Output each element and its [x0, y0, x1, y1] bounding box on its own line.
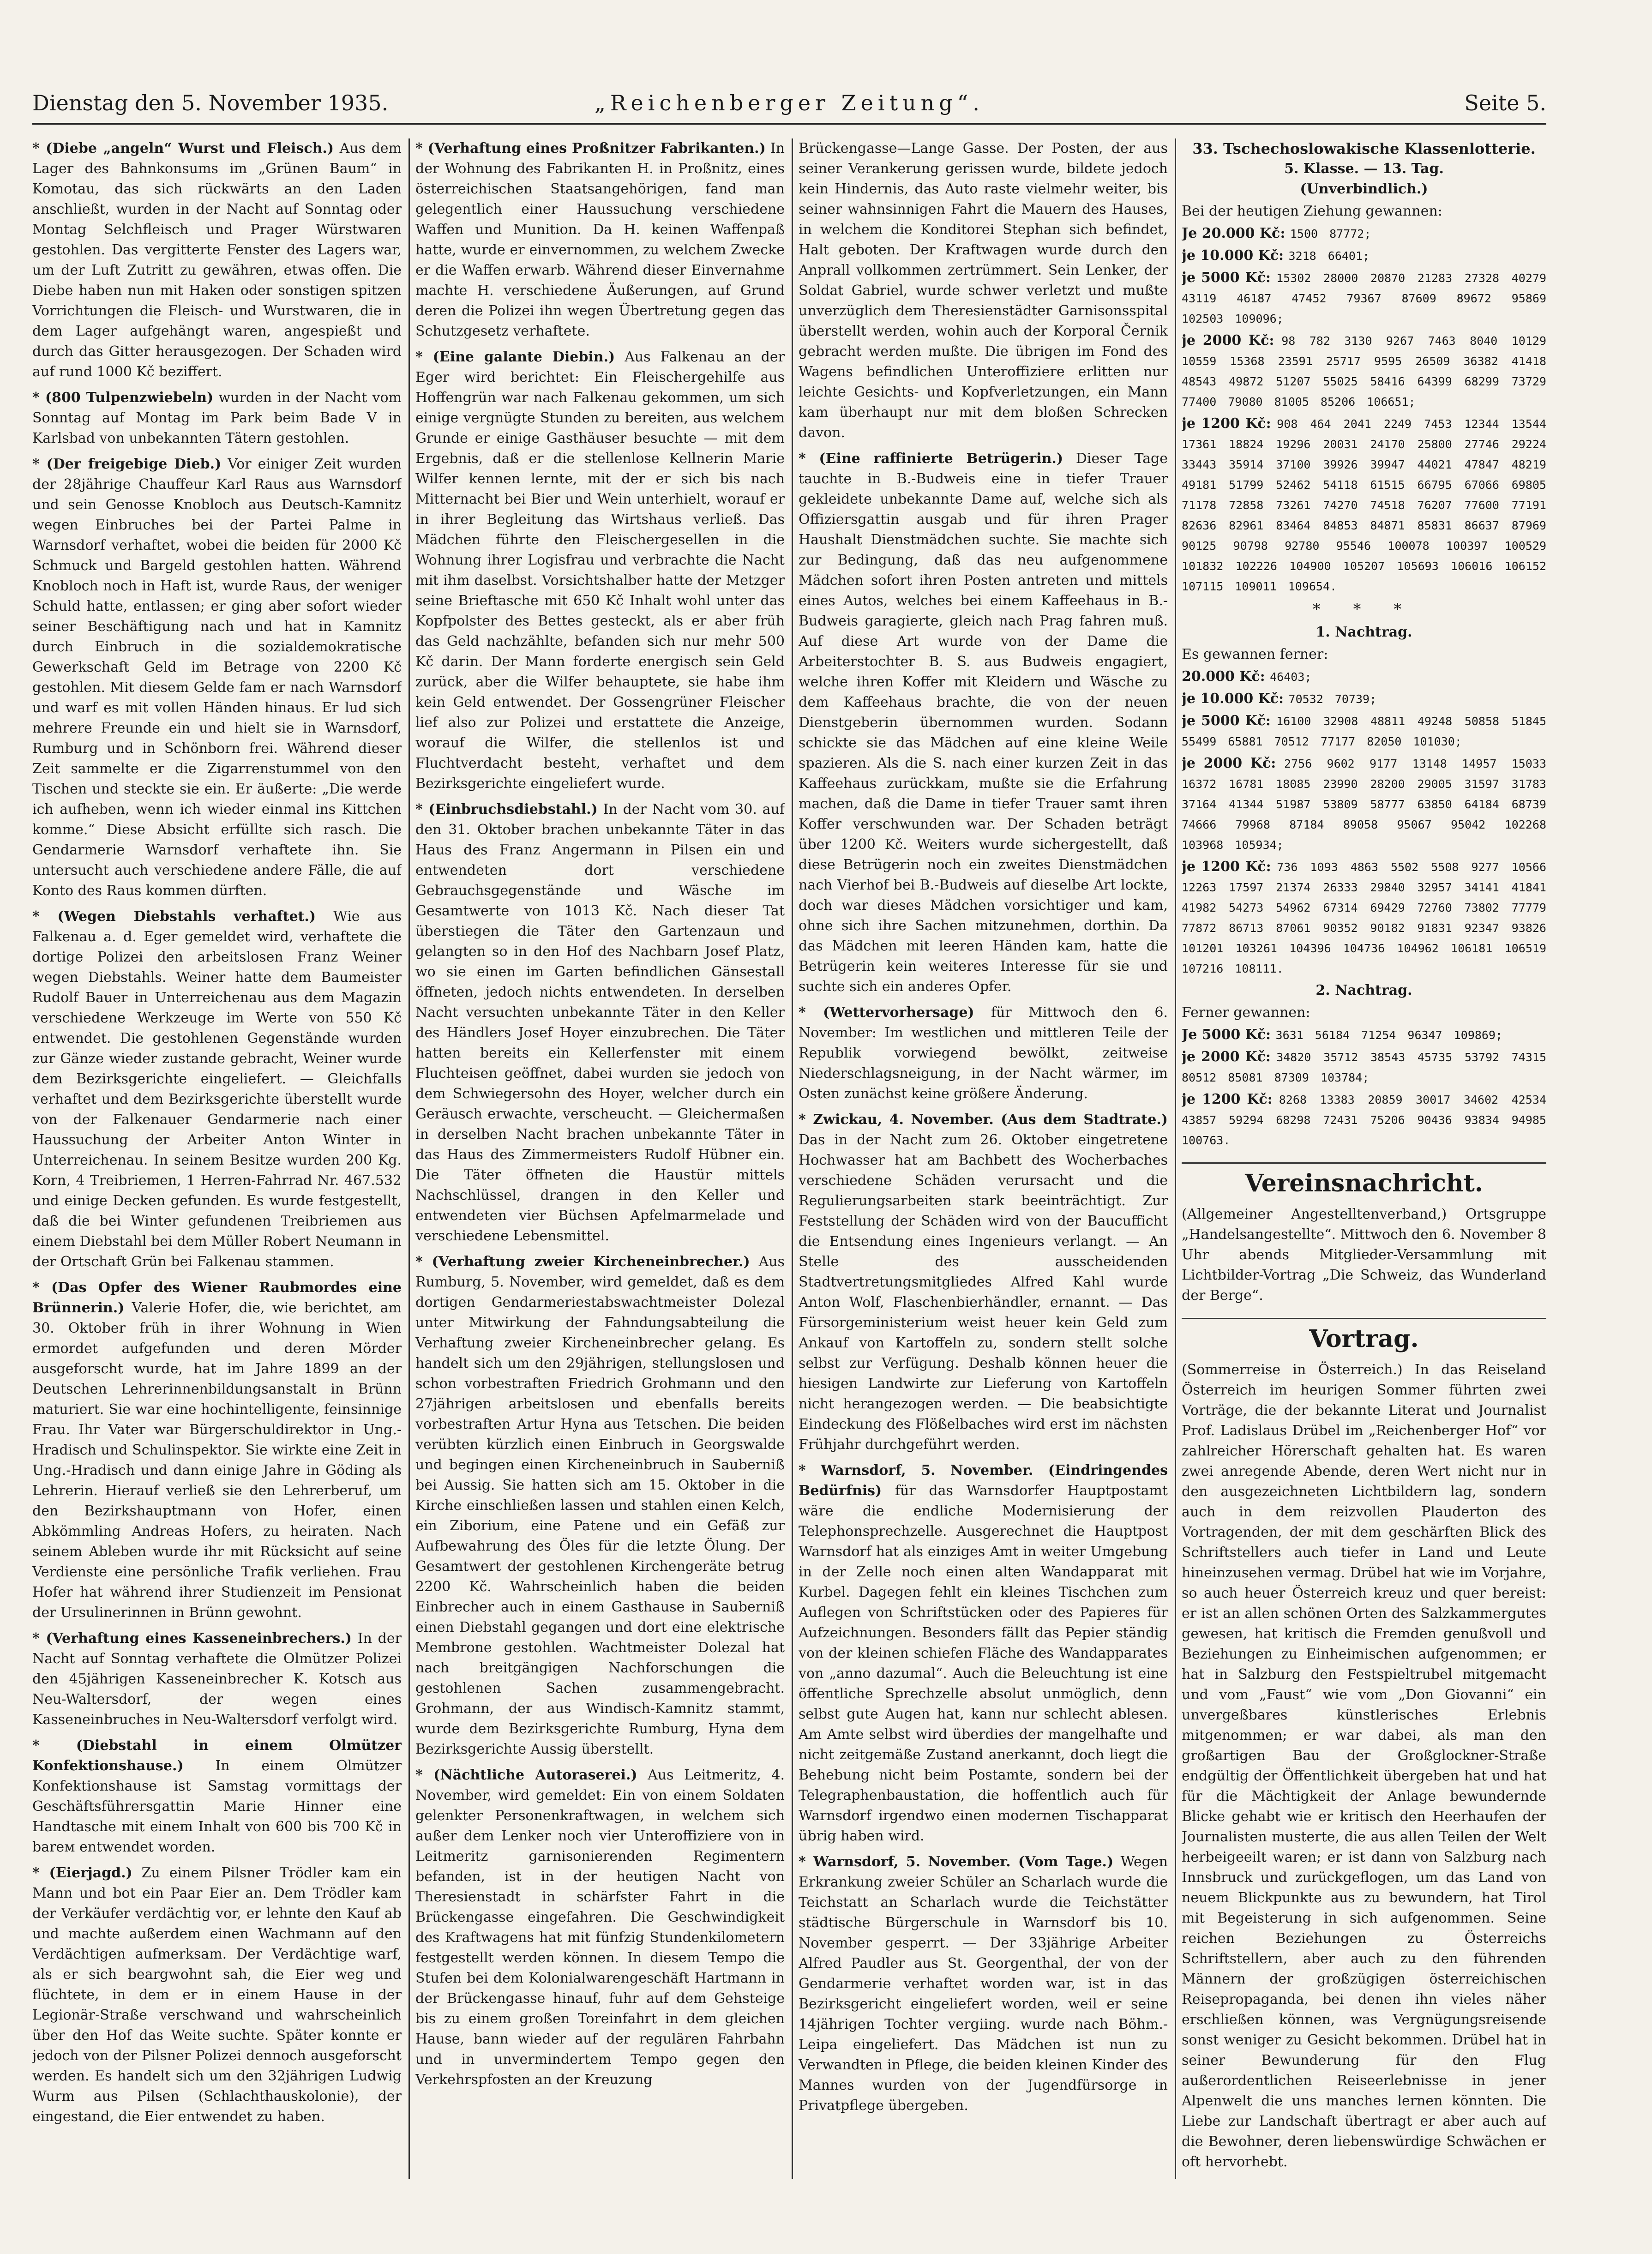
winning-numbers: 15302 28000 20870 21283 27328 40279 43119 46187 47452 79367 87609 89672 95869 102503 109096;: [1182, 271, 1546, 325]
lottery-line: [1182, 268, 1546, 329]
article: [415, 138, 785, 342]
article-headline: * (800 Tulpenzwiebeln): [32, 390, 214, 406]
supplement-2-title: 2. Nachtrag.: [1316, 982, 1412, 998]
article-body: Dieser Tage tauchte in B.-Budweis eine in tiefer Trauer gekleidete unbekannte Dame auf, welche sich als Offiziersgattin ausgab und für ihren Prager Haushalt Dienstmädchen suchte. Sie machte sich zur Bedingung, daß das neu aufgenommene Mädchen sofort ihren Posten antreten und mittels eines Autos, welches bei einem Kaffeehaus in B.-Budweis garagierte, gleich nach Prag fahren muß. Auf diese Art wurde von der Dame die Arbeiterstochter B. S. aus Budweis engagiert, welche ihren Koffer mit Kleidern und Wäsche zu dem Kaffeehaus brachte, die von der neuen Dienstgeberin übernommen wurden. Sodann schickte sie das Mädchen auf eine kleine Weile spazieren. Als die S. nach einer kurzen Zeit in das Kaffeehaus zurückkam, mußte sie die Erfahrung machen, daß die Dame in tiefer Trauer samt ihren Koffer verschwunden war. Der Schaden beträgt über 1200 Kč. Weiters wurde sichergestellt, daß diese Betrügerin noch ein zweites Dienstmädchen nach Vierhof bei B.-Budweis auf dieselbe Art lockte, doch war dieses Mädchen vorsichtiger und kam, ohne sich ihre Sachen mitzunehmen, dorthin. Da das Mädchen mit leeren Händen kam, hatte die Betrügerin kein weiteres Interesse für sie und suchte sich ein anderes Opfer.: [799, 451, 1168, 995]
column-divider: [408, 138, 410, 2179]
article-headline: * (Der freigebige Dieb.): [32, 456, 222, 472]
article: [799, 449, 1168, 997]
article-body: Das in der Nacht zum 26. Oktober eingetretene Hochwasser hat am Bachbett des Wocherbaches verschiedene Schäden verursacht und die Regulierungsarbeiten stark beeinträchtigt. Zur Feststellung der Schäden wird von der Baucufficht die Entsendung eines Ingenieurs verlangt. — An Stelle des ausscheidenden Stadtvertretungsmitgliedes Alfred Kahl wurde Anton Wolf, Flaschenbierhändler, ernannt. — Das Fürsorgeministerium weist heuer kein Geld zum Ankauf von Kartoffeln zu, sondern stellt solche selbst zur Verfügung. Deshalb können heuer die hiesigen Landwirte zur Lieferung von Kartoffeln nicht herangezogen werden. — Die beabsichtigte Eindeckung des Flößelbaches wird erst im nächsten Frühjahr durchgeführt werden.: [799, 1132, 1168, 1453]
article: [32, 1278, 402, 1623]
article-body: Aus Falkenau an der Eger wird berichtet: Ein Fleischergehilfe aus Hoffengrün war nach Falkenau gekommen, um sich einige vergnügte Stunden zu bereiten, aus welchem Grunde er einige Gasthäuser besuchte — mit dem Ergebnis, daß er die stellenlose Kellnerin Marie Wilfer kennen lernte, mit der er sich bis nach Mitternacht bei Bier und Wein unterhielt, worauf er in ihrer Begleitung das Wirtshaus verließ. Das Mädchen führte den Fleischergesellen in die Wohnung ihrer Logisfrau und verbrachte die Nacht mit ihm daselbst. Vorsichtshalber hatte der Metzger seine Brieftasche mit 650 Kč Inhalt wohl unter das Kopfpolster des Bettes gesteckt, als er aber früh das Geld nachzählte, befanden sich nur mehr 500 Kč darin. Der Mann forderte energisch sein Geld zurück, aber die Wilfer behauptete, sie habe ihm kein Geld entwendet. Der Gossengrüner Fleischer lief also zur Polizei und erstattete die Anzeige, worauf die Wilfer, die stellenlos ist und Fluchtverdacht besteht, verhaftet und dem Bezirksgerichte eingeliefert wurde.: [415, 349, 785, 792]
article-headline: * (Verhaftung zweier Kircheneinbrecher.): [415, 1254, 750, 1270]
article-headline: * (Verhaftung eines Kasseneinbrechers.): [32, 1630, 352, 1647]
article-headline: * (Verhaftung eines Proßnitzer Fabrikanten.): [415, 140, 766, 156]
article: [415, 347, 785, 794]
column-divider: [1175, 138, 1176, 2179]
article-body: Valerie Hofer, die, wie berichtet, am 30. Oktober früh in ihrer Wohnung in Wien ermordet aufgefunden und deren Mörder ausgeforscht wurde, hat im Jahre 1899 an der Deutschen Lehrerinnenbildungsanstalt in Brünn maturiert. Sie war eine hochintelligente, feinsinnige Frau. Ihr Vater war Bürgerschuldirektor in Ung.-Hradisch und Schulinspektor. Sie wirkte eine Zeit in Ung.-Hradisch und dann einige Jahre in Göding als Lehrerin. Hierauf verließ sie den Lehrerberuf, um den Bezirkshauptmann von Hofer, einen Abkömmling Andreas Hofers, zu heiraten. Nach seinem Ableben wurde ihr mit Rücksicht auf seine Verdienste eine persönliche Trafik verliehen. Frau Hofer hat während ihrer Studienzeit im Pensionat der Ursulinerinnen in Brünn gewohnt.: [32, 1300, 402, 1621]
newspaper-name: „Reichenberger Zeitung“.: [595, 90, 984, 115]
article-headline: * (Diebe „angeln“ Wurst und Fleisch.): [32, 140, 334, 156]
verein-title: Vereinsnachricht.: [1182, 1162, 1546, 1200]
lottery-line: [1182, 223, 1546, 244]
article-headline: * (Diebstahl in einem Olmützer Konfektionshause.): [32, 1737, 402, 1774]
winning-numbers: 3631 56184 71254 96347 109869;: [1275, 1028, 1503, 1042]
lottery-line: [1182, 246, 1546, 266]
winning-numbers: 16100 32908 48811 49248 50858 51845 55499 65881 70512 77177 82050 101030;: [1182, 715, 1546, 748]
article: [415, 1765, 785, 2090]
article-body: Brückengasse—Lange Gasse. Der Posten, der aus seiner Verankerung gerissen wurde, bildete jedoch kein Hindernis, das Auto raste vielmehr weiter, bis seiner wahnsinnigen Fahrt die Mauern des Hauses, in welchem die Konditorei Stephan sich befindet, Halt geboten. Der Kraftwagen wurde durch den Anprall vollkommen zertrümmert. Sein Lenker, der Soldat Gabriel, wurde schwer verletzt und mußte unverzüglich dem Theresienstädter Garnisonsspital überstellt werden, wohin auch der Korporal Černik gebracht werden mußte. Die übrigen im Fond des Wagens befindlichen Unteroffiziere erlitten nur leichte Gesichts- und Kopfverletzungen, ein Mann kam überhaupt nur mit dem bloßen Schrecken davon.: [799, 140, 1168, 441]
winning-numbers: 2756 9602 9177 13148 14957 15033 16372 16781 18085 23990 28200 29005 31597 31783 37164 41344 51987 53809 58777 63850 64184 68739 74666 79968 87184 89058 95067 95042 102268 103968 105934;: [1182, 757, 1546, 852]
winning-numbers: 46403;: [1270, 670, 1312, 684]
prize-label: je 2000 Kč:: [1182, 1049, 1277, 1065]
supplement-2-results: [1182, 1025, 1546, 1150]
article: [415, 799, 785, 1246]
lottery-line: [1182, 667, 1546, 687]
article-headline: * Warnsdorf, 5. November. (Vom Tage.): [799, 1854, 1114, 1870]
article: [799, 1852, 1168, 2116]
article-headline: * (Wettervorhersage): [799, 1004, 974, 1021]
column-4: [1182, 138, 1546, 2188]
winning-numbers: 70532 70739;: [1288, 692, 1377, 706]
prize-label: je 2000 Kč:: [1182, 332, 1282, 349]
article-body: Vor einiger Zeit wurden der 28jährige Chauffeur Karl Raus aus Warnsdorf und sein Genosse Knobloch aus Deutsch-Kamnitz wegen Einbruches bei der Partei Palme in Warnsdorf verhaftet, wobei die beiden für 2000 Kč Schmuck und Bargeld gestohlen hatten. Während Knobloch noch in Haft ist, wurde Raus, der weniger Schuld hatte, entlassen; er ging aber sofort wieder seiner Beschäftigung nach und hat in Kamnitz durch Einbruch in die sozialdemokratische Gewerkschaft Geld im Betrage von 2200 Kč gestohlen. Mit diesem Gelde fam er nach Warnsdorf und warf es mit vollen Händen hinaus. Er lud sich mehrere Freunde ein und hielt sie in Warnsdorf, Rumburg und in Schönborn frei. Während dieser Zeit sammelte er die Zigarrenstummel von den Tischen und steckte sie ein. Er äußerte: „Die werde ich aufheben, wenn ich wieder einmal ins Kittchen komme.“ Diese Absicht erfüllte sich rasch. Die Gendarmerie Warnsdorf verhaftete ihn. Sie untersucht auch verschiedene andere Fälle, die auf Konto des Raus kommen dürften.: [32, 456, 402, 899]
column-1: [32, 138, 402, 2188]
article-body: Aus dem Lager des Bahnkonsums im „Grünen Baum“ in Komotau, das sich rückwärts an den Laden anschließt, wurden in der Nacht auf Sonntag oder Montag Selchfleisch und Prager Würstwaren gestohlen. Das vergitterte Fenster des Lagers war, um der Luft Zutritt zu gewähren, etwas offen. Die Diebe haben nun mit Haken oder sonstigen spitzen Vorrichtungen die Fleisch- und Wurstwaren, die in dem Lager aufgehängt waren, angespießt und durch das Gitter herausgezogen. Der Schaden wird auf rund 1000 Kč beziffert.: [32, 140, 402, 380]
article-body: Aus Leitmeritz, 4. November, wird gemeldet: Ein von einem Soldaten gelenkter Personenkraftwagen, in welchem sich außer dem Lenker noch vier Unteroffiziere von in Leitmeritz garnisonierenden Regimentern befanden, ist in der heutigen Nacht von Theresienstadt in schärfster Fahrt in die Brückengasse eingefahren. Die Geschwindigkeit des Kraftwagens hat mit fünfzig Stundenkilometern festgestellt werden können. In diesem Tempo die Stufen bei dem Kolonialwarengeschäft Hartmann in der Brückengasse hinauf, fuhr auf dem Gehsteige bis zu einem großen Toreinfahrt in dem gleichen Hause, bann wieder auf der regulären Fahrbahn und in unvermindertem Tempo gegen den Verkehrspfosten an der Kreuzung: [415, 1767, 785, 2088]
page-header: [32, 88, 1546, 125]
lottery-line: [1182, 1089, 1546, 1150]
article-body: für Mittwoch den 6. November: Im westlichen und mittleren Teile der Republik vorwiegend bewölkt, zeitweise Niederschlagsneigung, in der Nacht wärmer, im Osten zunächst keine größere Änderung.: [799, 1004, 1168, 1102]
lottery-results: [1182, 223, 1546, 596]
supplement-1-results: [1182, 667, 1546, 979]
article-body: Wie aus Falkenau a. d. Eger gemeldet wird, verhaftete die dortige Polizei den arbeitslosen Franz Weiner wegen Diebstahls. Weiner hatte dem Baumeister Rudolf Bauer in Unterreichenau aus dem Magazin verschiedene Werkzeuge im Werte von 550 Kč entwendet. Die gestohlenen Gegenstände wurden zur Gänze wieder zustande gebracht, Weiner wurde dem Bezirksgerichte eingeliefert. — Gleichfalls verhaftet und dem Bezirksgerichte überstellt wurde von der Falkenauer Gendarmerie nach einer Haussuchung der Arbeiter Anton Winter in Unterreichenau. In seinem Besitze wurden 200 Kg. Korn, 4 Treibriemen, 1 Herren-Fahrrad Nr. 467.532 und einige Decken gefunden. Es wurde festgestellt, daß die bei Winter gefundenen Treibriemen aus einem Diebstahl bei dem Müller Robert Neumann in der Ortschaft Grün bei Falkenau stammen.: [32, 908, 402, 1270]
lottery-line: [1182, 1047, 1546, 1088]
article-headline: * (Nächtliche Autoraserei.): [415, 1767, 637, 1783]
supplement-1-intro: Es gewannen ferner:: [1182, 646, 1328, 662]
lottery-line: [1182, 331, 1546, 412]
lottery-class: 5. Klasse. — 13. Tag.: [1284, 161, 1444, 177]
article: [799, 1110, 1168, 1455]
lottery-line: [1182, 857, 1546, 979]
article-headline: * (Einbruchsdiebstahl.): [415, 801, 598, 817]
article: [799, 138, 1168, 443]
column-3: [799, 138, 1168, 2188]
winning-numbers: 1500 87772;: [1290, 227, 1371, 240]
prize-label: je 1200 Kč:: [1182, 1091, 1279, 1107]
winning-numbers: 736 1093 4863 5502 5508 9277 10566 12263 17597 21374 26333 29840 32957 34141 41841 41982 54273 54962 67314 69429 72760 73802 77779 77872 86713 87061 90352 90182 91831 92347 93826 101201 103261 104396 104736 104962 106181 106519 107216 108111.: [1182, 860, 1546, 975]
article: [32, 1863, 402, 2127]
supplement-2-intro: Ferner gewannen:: [1182, 1004, 1310, 1021]
lottery-intro: Bei der heutigen Ziehung gewannen:: [1182, 203, 1442, 219]
lottery-note: (Unverbindlich.): [1300, 181, 1428, 197]
article: [32, 1736, 402, 1857]
article-body: Zu einem Pilsner Trödler kam ein Mann und bot ein Paar Eier an. Dem Trödler kam der Verkäufer verdächtig vor, er lehnte den Kauf ab und machte außerdem einen Wachmann auf den Verdächtigen aufmerksam. Der Verdächtige warf, als er sich beargwohnt sah, die Eier weg und flüchtete, in dem er in einem Hause in der Legionär-Straße verschwand und wahrscheinlich über den Hof das Weite suchte. Später konnte er jedoch von der Pilsner Polizei dennoch ausgeforscht werden. Es handelt sich um den 32jährigen Ludwig Wurm aus Pilsen (Schlachthauskolonie), der eingestand, die Eier entwendet zu haben.: [32, 1865, 402, 2125]
article: [32, 388, 402, 449]
lottery-line: [1182, 753, 1546, 855]
section-separator: * * *: [1312, 600, 1416, 619]
verein-text: (Allgemeiner Angestelltenverband,) Ortsgruppe „Handelsangestellte“. Mittwoch den 6. November 8 Uhr abends Mitglieder-Versammlung mit Lichtbilder-Vortrag „Die Schweiz, das Wunderland der Berge“.: [1182, 1206, 1546, 1304]
winning-numbers: 34820 35712 38543 45735 53792 74315 80512 85081 87309 103784;: [1182, 1051, 1546, 1084]
issue-date: Dienstag den 5. November 1935.: [32, 90, 389, 115]
prize-label: je 5000 Kč:: [1182, 713, 1277, 729]
prize-label: je 1200 Kč:: [1182, 415, 1277, 432]
article-body: wurden in der Nacht vom Sonntag auf Montag im Park beim Bade V in Karlsbad von unbekannten Tätern gestohlen.: [32, 390, 402, 446]
article: [32, 907, 402, 1272]
winning-numbers: 3218 66401;: [1288, 249, 1370, 263]
article-headline: * (Wegen Diebstahls verhaftet.): [32, 908, 316, 925]
lottery-title: 33. Tschechoslowakische Klassenlotterie.: [1192, 140, 1536, 157]
winning-numbers: 8268 13383 20859 30017 34602 42534 43857 59294 68298 72431 75206 90436 93834 94985 100763.: [1182, 1093, 1546, 1147]
prize-label: je 1200 Kč:: [1182, 859, 1277, 875]
article-body: Wegen Erkrankung zweier Schüler an Scharlach wurde die Teichstatt an Scharlach wurde die Teichstätter städtische Bürgerschule in Warnsdorf bis 10. November gesperrt. — Der 33jährige Arbeiter Alfred Paudler aus St. Georgenthal, der von der Gendarmerie verhaftet worden war, ist in das Bezirksgericht eingeliefert worden, weil er seine 14jährigen Tochter vergiing. wurde nach Böhm.-Leipa eingeliefert. Das Mädchen ist nun zu Verwandten in Pflege, die beiden kleinen Kinder des Mannes wurden von der Jugendfürsorge in Privatpflege übergeben.: [799, 1854, 1168, 2114]
article: [799, 1461, 1168, 1846]
article-headline: * (Eine raffinierte Betrügerin.): [799, 451, 1063, 467]
article-body: In einem Olmützer Konfektionshause ist Samstag vormittags der Geschäftsführersgattin Marie Hinner eine Handtasche mit einem Inhalt von 600 bis 700 Kč in bareм entwendet worden.: [32, 1758, 402, 1855]
article-headline: * (Eierjagd.): [32, 1865, 132, 1881]
article: [799, 1003, 1168, 1104]
prize-label: Je 20.000 Kč:: [1182, 225, 1290, 241]
article: [32, 454, 402, 901]
article-headline: * Warnsdorf, 5. November. (Eindringendes Bedürfnis): [799, 1462, 1168, 1499]
winning-numbers: 908 464 2041 2249 7453 12344 13544 17361 18824 19296 20031 24170 25800 27746 29224 33443 35914 37100 39926 39947 44021 47847 48219 49181 51799 52462 54118 61515 66795 67066 69805 71178 72858 73261 74270 74518 76207 77600 77191 82636 82961 83464 84853 84871 85831 86637 87969 90125 90798 92780 95546 100078 100397 100529 101832 102226 104900 105207 105693 106016 106152 107115 109011 109654.: [1182, 417, 1546, 593]
vortrag-title: Vortrag.: [1182, 1318, 1546, 1355]
newspaper-page: [32, 88, 1546, 2193]
article-body: für das Warnsdorfer Hauptpostamt wäre die endliche Modernisierung der Telephonsprechzelle. Ausgerechnet die Hauptpost Warnsdorf hat als einziges Amt in weiter Umgebung in der Zelle noch einen alten Wandapparat mit Kurbel. Dagegen fehlt ein kleines Tischchen zum Auflegen von Schriftstücken oder des Papieres für Aufzeichnungen. Besonders fällt das Pepier ständig von der kleinen schiefen Fläche des Wandapparates von „anno dazumal“. Auch die Beleuchtung ist eine öffentliche Sprechzelle absolut unmöglich, denn selbst gute Augen hat, kann nur schlecht ablesen. Am Amte selbst wird überdies der mangelhafte und nicht zeitgemäße Zustand anerkannt, doch liegt die Behebung nicht beim Postamte, sondern bei der Telegraphenbaustation, die hoffentlich auch für Warnsdorf irgendwo einen modernen Tischapparat übrig haben wird.: [799, 1483, 1168, 1844]
winning-numbers: 98 782 3130 9267 7463 8040 10129 10559 15368 23591 25717 9595 26509 36382 41418 48543 49872 51207 55025 58416 64399 68299 73729 77400 79080 81005 85206 106651;: [1182, 334, 1546, 409]
article: [32, 138, 402, 382]
vortrag-text: (Sommerreise in Österreich.) In das Reiseland Österreich im heurigen Sommer führten zwei Vorträge, die der bekannte Literat und Journalist Prof. Ladislaus Drübel im „Reichenberger Hof“ vor zahlreicher Hörerschaft gehalten hat. Es waren zwei anregende Abende, deren Wert nicht nur in den ausgezeichneten Lichtbildern lag, sondern auch in dem reizvollen Plauderton des Vortragenden, der mit dem geschärften Blick des Schriftstellers auch tiefer in Land und Leute hineinzusehen vermag. Drübel hat wie im Vorjahre, so auch heuer Österreich kreuz und quer bereist: er ist an allen schönen Orten des Salzkammergutes gewesen, hat kritisch die Fremden genußvoll und Beziehungen zu Einheimischen aufgenommen; er hat in Salzburg den Festspieltrubel mitgemacht und vom „Faust“ wie vom „Don Giovanni“ ein unvergeßbares künstlerisches Erlebnis mitgenommen; er war dabei, als man den großartigen Bau der Großglockner-Straße endgültig der Öffentlichkeit übergeben hat und hat für die Mächtigkeit der Anlage bewundernde Blicke gehabt wie er kritisch den Heerhaufen der Journalisten musterte, die aus allen Teilen der Welt herbeigeeilt waren; er ist dann von Salzburg nach Innsbruck und zurückgeflogen, um das Land von neuem Blickpunkte aus zu bewundern, hat Tirol mit Begeisterung in sich aufgenommen. Seine reichen Beziehungen zu Österreichs Schriftstellern, aber auch zu den führenden Männern der großzügigen österreichischen Reisepropaganda, bei denen ihn vieles näher erschließen können, was Vergnügungsreisende sonst weniger zu Gesicht bekommen. Drübel hat in seiner Bewunderung für den Flug außerordentlichen Reiseerlebnisse in jener Alpenwelt die uns manches lernen könnten. Die Liebe zur Landschaft übertragt er aber auch auf die Bewohner, deren liebenswürdige Schwächen er oft hervorhebt.: [1182, 1362, 1546, 2170]
article-headline: * Zwickau, 4. November. (Aus dem Stadtrate.): [799, 1112, 1168, 1128]
prize-label: je 10.000 Kč:: [1182, 247, 1289, 264]
article-headline: * (Eine galante Diebin.): [415, 349, 615, 365]
prize-label: je 10.000 Kč:: [1182, 691, 1289, 707]
article: [415, 1252, 785, 1760]
prize-label: 20.000 Kč:: [1182, 668, 1270, 685]
column-2: [415, 138, 785, 2188]
column-divider: [792, 138, 793, 2179]
prize-label: je 5000 Kč:: [1182, 270, 1277, 286]
prize-label: je 2000 Kč:: [1182, 755, 1284, 771]
article-body: In der Nacht vom 30. auf den 31. Oktober brachen unbekannte Täter in das Haus des Franz Angermann in Pilsen ein und entwendeten dort verschiedene Gebrauchsgegenstände und Wäsche im Gesamtwerte von 1013 Kč. Nach dieser Tat überstiegen die Täter den Gartenzaun und gelangten so in den Hof des Nachbarn Josef Platz, wo sie einen im Garten befindlichen Gänsestall öffneten, jedoch nichts entwendeten. In derselben Nacht versuchten unbekannte Täter in den Keller des Händlers Josef Hoyer einzubrechen. Die Täter hatten bereits ein Kellerfenster mit einem Fluchteisen geöffnet, dabei wurden sie jedoch von dem Schwiegersohn des Hoyer, welcher durch ein Geräusch erwachte, verscheucht. — Gleichermaßen in derselben Nacht brachen unbekannte Täter in das Haus des Zimmermeisters Rudolf Hübner ein. Die Täter öffneten die Haustür mittels Nachschlüssel, drangen in den Keller und entwendeten vier Büchsen Apfelmarmelade und verschiedene Lebensmittel.: [415, 801, 785, 1244]
article-headline: * (Das Opfer des Wiener Raubmordes eine Brünnerin.): [32, 1280, 402, 1316]
supplement-1-title: 1. Nachtrag.: [1316, 624, 1412, 640]
lottery-line: [1182, 1025, 1546, 1045]
prize-label: Je 5000 Kč:: [1182, 1027, 1276, 1043]
lottery-line: [1182, 689, 1546, 709]
article-body: Aus Rumburg, 5. November, wird gemeldet, daß es dem dortigen Gendarmeriestabswachtmeister Dolezal unter Mitwirkung der Fahndungsabteilung die Verhaftung zweier Kircheneinbrecher gelang. Es handelt sich um den 29jährigen, stellungslosen und schon vorbestraften Friedrich Grohmann und den 27jährigen arbeitslosen und ebenfalls bereits vorbestraften Artur Hyna aus Tetschen. Die beiden verübten kürzlich einen Einbruch in Georgswalde und begingen einen Kircheneinbruch in Sauberniß bei Aussig. Sie hatten sich am 15. Oktober in die Kirche einschließen lassen und stahlen einen Kelch, ein Ziborium, eine Patene und ein Gefäß zur Aufbewahrung des Öles für die letzte Ölung. Der Gesamtwert der gestohlenen Kirchengeräte betrug 2200 Kč. Wahrscheinlich haben die beiden Einbrecher auch in einem Gasthause in Sauberniß einen Diebstahl gegangen und dort eine elektrische Membrone gestohlen. Wachtmeister Dolezal hat nach breitgängigen Nachforschungen die gestohlenen Sachen zusammengebracht. Grohmann, der aus Windisch-Kamnitz stammt, wurde dem Bezirksgerichte Rumburg, Hyna dem Bezirksgerichte Aussig überstellt.: [415, 1254, 785, 1757]
lottery-line: [1182, 414, 1546, 596]
article-body: In der Wohnung des Fabrikanten H. in Proßnitz, eines österreichischen Staatsangehörigen, fand man gelegentlich einer Haussuchung verschiedene Waffen und Munition. Da H. keinen Waffenpaß hatte, wurde er einvernommen, zu welchem Zwecke er die Waffen erwarb. Während dieser Einvernahme machte H. verschiedene Äußerungen, auf Grund deren die Polizei ihn wegen Übertretung gegen das Schutzgesetz verhaftete.: [415, 140, 785, 339]
article: [32, 1629, 402, 1730]
article-body: In der Nacht auf Sonntag verhaftete die Olmützer Polizei den 45jährigen Kasseneinbrecher K. Kotsch aus Neu-Waltersdorf, der wegen eines Kasseneinbruches in Neu-Waltersdorf verfolgt wird.: [32, 1630, 402, 1728]
lottery-line: [1182, 711, 1546, 751]
page-number: Seite 5.: [1464, 90, 1546, 115]
